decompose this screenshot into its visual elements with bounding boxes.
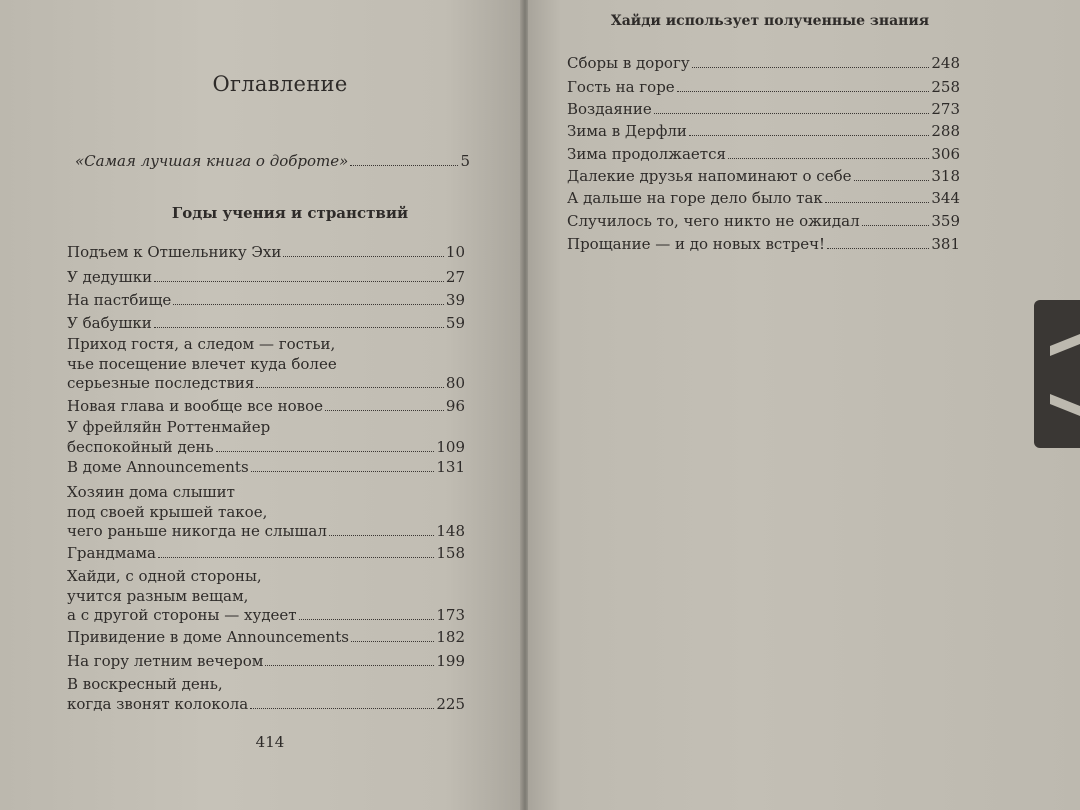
- dot-leader: [329, 535, 434, 536]
- toc-entry: [67, 291, 465, 311]
- toc-entry-title: Новая глава и вообще все новое: [67, 397, 323, 415]
- toc-entry-title: Подъем к Отшельнику Эхи: [67, 243, 282, 261]
- toc-entry: [67, 567, 465, 626]
- toc-entry: [67, 314, 465, 334]
- toc-entry-title: На пастбище: [67, 291, 172, 309]
- toc-entry: [67, 628, 465, 648]
- intro-title: «Самая лучшая книга о доброте»: [75, 152, 349, 170]
- toc-entry-title-line: Хайди, с одной стороны,: [67, 567, 262, 585]
- toc-entry-page: 10: [445, 243, 465, 261]
- toc-entry-title-line: чье посещение влечет куда более: [67, 354, 337, 373]
- toc-entry-page: 248: [931, 54, 960, 72]
- toc-entry-title: Воздаяние: [567, 100, 652, 118]
- toc-entry-title-line: под своей крышей такое,: [67, 502, 268, 521]
- toc-entry-page: 318: [931, 167, 960, 185]
- dot-leader: [250, 708, 434, 709]
- dot-leader: [158, 557, 434, 558]
- toc-entry: [67, 397, 465, 417]
- dot-leader: [173, 304, 444, 305]
- toc-entry-page: 148: [436, 522, 465, 540]
- toc-entry-page: 273: [931, 100, 960, 118]
- toc-entry: [567, 100, 960, 120]
- toc-entry: [567, 54, 960, 74]
- toc-entry-page: 80: [445, 374, 465, 392]
- page-number: 414: [255, 733, 285, 751]
- binder-clip: [1034, 300, 1080, 448]
- dot-leader: [677, 91, 930, 92]
- toc-entry-title: серьезные последствия: [67, 374, 255, 392]
- toc-entry: [567, 189, 960, 209]
- toc-entry: [567, 122, 960, 142]
- section-title-right: Хайди использует полученные знания: [610, 13, 930, 29]
- dot-leader: [825, 202, 930, 203]
- toc-entry-title: беспокойный день: [67, 437, 214, 456]
- dot-leader: [689, 135, 929, 136]
- toc-entry-title: Привидение в доме Announcements: [67, 628, 349, 646]
- toc-entry-title-line: Хозяин дома слышит: [67, 483, 235, 501]
- toc-entry-page: 344: [931, 189, 960, 207]
- toc-entry: [567, 78, 960, 98]
- toc-entry: [67, 268, 465, 288]
- dot-leader: [154, 327, 444, 328]
- toc-entry: [67, 243, 465, 263]
- toc-entry: [567, 167, 960, 187]
- toc-entry-page: 109: [436, 437, 465, 456]
- toc-entry-title: когда звонят колокола: [67, 694, 249, 713]
- toc-entry-title: а с другой стороны — худеет: [67, 606, 297, 624]
- toc-entry-page: 39: [445, 291, 465, 309]
- toc-entry-page: 225: [436, 694, 465, 713]
- toc-entry-title: А дальше на горе дело было так: [567, 189, 823, 207]
- toc-entry-title: Гость на горе: [567, 78, 675, 96]
- dot-leader: [692, 67, 930, 68]
- toc-entry-page: 158: [436, 544, 465, 562]
- toc-entry-title: Случилось то, чего никто не ожидал: [567, 212, 860, 230]
- toc-entry: [67, 652, 465, 672]
- toc-entry-title-line: учится разным вещам,: [67, 586, 249, 605]
- dot-leader: [154, 281, 444, 282]
- toc-entry-page: 359: [931, 212, 960, 230]
- toc-entry-title: У бабушки: [67, 314, 152, 332]
- toc-entry-page: 96: [445, 397, 465, 415]
- toc-entry-title: Прощание — и до новых встреч!: [567, 235, 826, 253]
- toc-entry: [67, 483, 465, 542]
- intro-entry: [75, 152, 470, 172]
- toc-entry-title-line: В воскресный день,: [67, 675, 223, 693]
- toc-entry-title-line: Приход гостя, а следом — гостьи,: [67, 335, 336, 353]
- dot-leader: [216, 451, 435, 452]
- dot-leader: [283, 256, 444, 257]
- toc-entry: [67, 418, 465, 457]
- toc-entry-title: В доме Announcements: [67, 458, 249, 476]
- dot-leader: [299, 619, 435, 620]
- toc-entry-title-line: У фрейляйн Роттенмайер: [67, 418, 271, 436]
- toc-entry-title: Зима продолжается: [567, 145, 726, 163]
- toc-entry: [67, 335, 465, 394]
- dot-leader: [827, 248, 929, 249]
- dot-leader: [350, 165, 458, 166]
- dot-leader: [265, 665, 434, 666]
- toc-entry-title: чего раньше никогда не слышал: [67, 522, 327, 540]
- dot-leader: [351, 641, 434, 642]
- dot-leader: [862, 225, 930, 226]
- dot-leader: [654, 113, 930, 114]
- toc-entry-title: Далекие друзья напоминают о себе: [567, 167, 852, 185]
- contents-title: Оглавление: [212, 72, 348, 96]
- toc-entry-page: 306: [931, 145, 960, 163]
- toc-entry-page: 199: [436, 652, 465, 670]
- toc-entry-page: 131: [436, 458, 465, 476]
- toc-entry-title: На гору летним вечером: [67, 652, 264, 670]
- toc-entry: [67, 675, 465, 714]
- toc-entry-page: 381: [931, 235, 960, 253]
- toc-entry-page: 173: [436, 606, 465, 624]
- dot-leader: [854, 180, 930, 181]
- toc-entry: [67, 458, 465, 478]
- toc-entry-title: Сборы в дорогу: [567, 54, 690, 72]
- toc-entry-page: 288: [931, 122, 960, 140]
- toc-entry: [567, 212, 960, 232]
- toc-entry-title: У дедушки: [67, 268, 153, 286]
- toc-entry: [567, 145, 960, 165]
- toc-entry-title: Зима в Дерфли: [567, 122, 687, 140]
- toc-entry: [567, 235, 960, 255]
- dot-leader: [325, 410, 444, 411]
- dot-leader: [251, 471, 435, 472]
- dot-leader: [256, 387, 444, 388]
- toc-entry: [67, 544, 465, 564]
- toc-entry-page: 59: [445, 314, 465, 332]
- toc-entry-title: Грандмама: [67, 544, 156, 562]
- dot-leader: [728, 158, 929, 159]
- toc-entry-page: 27: [445, 268, 465, 286]
- intro-page: 5: [460, 152, 470, 170]
- toc-entry-page: 258: [931, 78, 960, 96]
- section-title-left: Годы учения и странствий: [171, 204, 409, 222]
- toc-entry-page: 182: [436, 628, 465, 646]
